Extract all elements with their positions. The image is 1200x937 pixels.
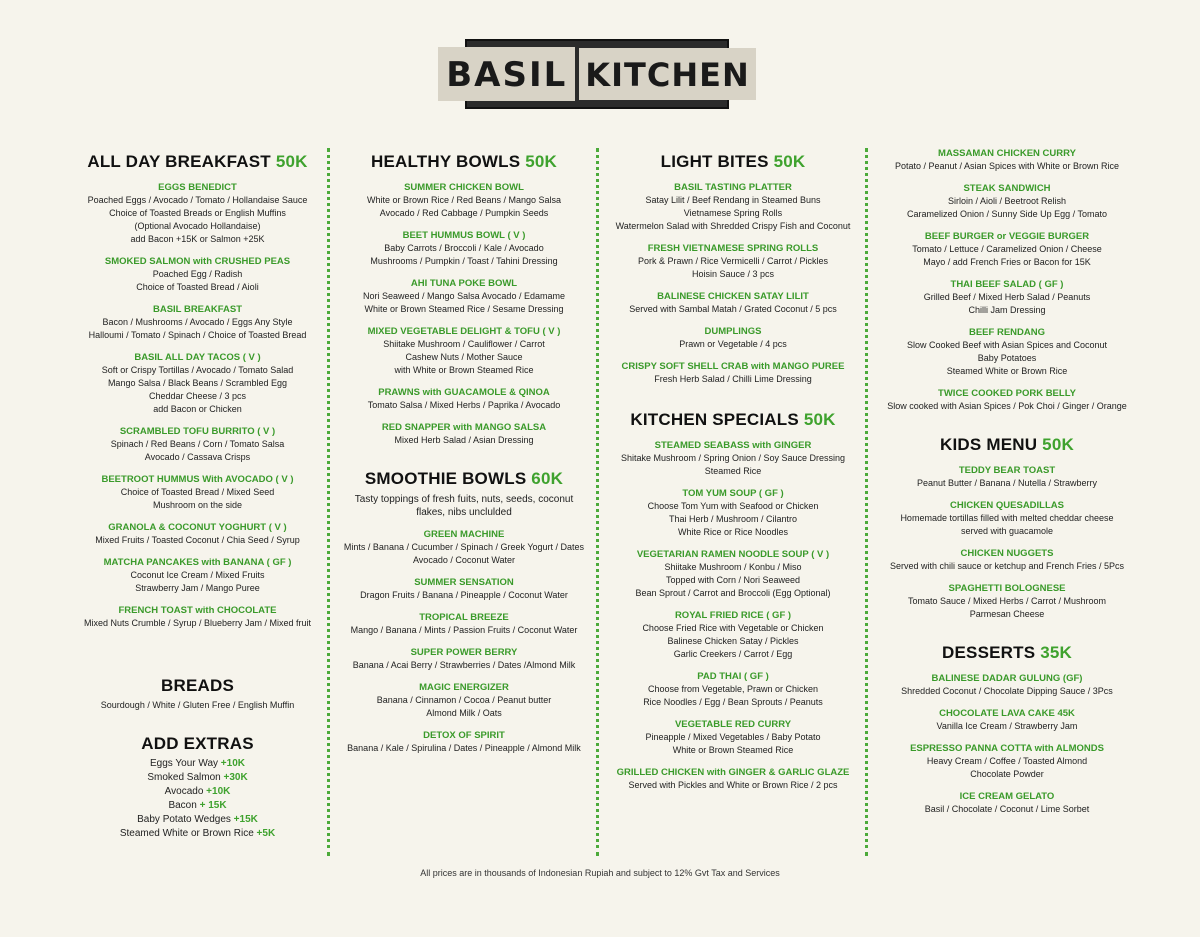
menu-item <box>335 529 593 567</box>
section-title: SMOOTHIE BOWLS 60K <box>364 469 564 488</box>
section-add-extras <box>70 734 325 841</box>
menu-item-name: GREEN MACHINE <box>423 529 505 540</box>
menu-item-description: Prawn or Vegetable / 4 pcs <box>679 339 787 349</box>
menu-item <box>70 304 325 342</box>
menu-item-description: Shiitake Mushroom / Cauliflower / Carrot <box>383 339 545 349</box>
menu-item-description: Spinach / Red Beans / Corn / Tomato Salsa <box>110 439 285 449</box>
menu-item-name: MIXED VEGETABLE DELIGHT & TOFU ( V ) <box>367 326 561 337</box>
menu-item <box>872 791 1142 816</box>
menu-item-description: add Bacon or Chicken <box>153 404 242 414</box>
menu-item-name: TEDDY BEAR TOAST <box>958 465 1056 476</box>
section-title: ALL DAY BREAKFAST 50K <box>87 152 308 171</box>
menu-item-description: Vanilla Ice Cream / Strawberry Jam <box>936 721 1078 731</box>
extra-label: Bacon <box>168 800 197 811</box>
menu-item-description: Banana / Kale / Spirulina / Dates / Pineapple / Almond Milk <box>347 743 581 753</box>
menu-item-name: CHICKEN NUGGETS <box>960 548 1054 559</box>
menu-item-name: CHOCOLATE LAVA CAKE 45K <box>939 708 1075 719</box>
menu-item <box>604 488 862 539</box>
menu-item-name: BEETROOT HUMMUS With AVOCADO ( V ) <box>101 474 294 485</box>
menu-item-name: ICE CREAM GELATO <box>959 791 1055 802</box>
menu-item-description: Satay Lilit / Beef Rendang in Steamed Buns <box>645 195 821 205</box>
menu-item <box>872 465 1142 490</box>
menu-item-name: RED SNAPPER with MANGO SALSA <box>381 422 547 433</box>
menu-item-description: Peanut Butter / Banana / Nutella / Strawberry <box>916 478 1098 488</box>
column-3 <box>604 148 862 792</box>
menu-item-name: BEEF BURGER or VEGGIE BURGER <box>924 231 1090 242</box>
extra-label: Eggs Your Way <box>150 758 219 769</box>
menu-item-description: Choice of Toasted Breads or English Muffins <box>109 208 286 218</box>
menu-item <box>70 426 325 464</box>
extra-price: +30K <box>223 772 248 783</box>
menu-item-description: Tomato Sauce / Mixed Herbs / Carrot / Mushroom <box>907 596 1107 606</box>
menu-item <box>335 730 593 755</box>
section-price: 50K <box>525 152 558 171</box>
menu-item-description: Pineapple / Mixed Vegetables / Baby Potato <box>645 732 821 742</box>
menu-item-name: SUPER POWER BERRY <box>410 647 518 658</box>
menu-item <box>872 708 1142 733</box>
menu-item <box>604 671 862 709</box>
section-title: LIGHT BITES 50K <box>660 152 806 171</box>
menu-item-description: White or Brown Steamed Rice <box>672 745 794 755</box>
extra-label: Baby Potato Wedges <box>137 814 231 825</box>
section-price: 50K <box>275 152 308 171</box>
menu-item-name: CHICKEN QUESADILLAS <box>949 500 1064 511</box>
extra-label: Steamed White or Brown Rice <box>119 828 254 839</box>
menu-item <box>70 352 325 416</box>
menu-item-description: Steamed White or Brown Rice <box>946 366 1068 376</box>
menu-item <box>872 388 1142 413</box>
menu-item-description: Pork & Prawn / Rice Vermicelli / Carrot / Pickles <box>637 256 829 266</box>
section-title: KITCHEN SPECIALS 50K <box>630 410 836 429</box>
menu-item-name: BALINESE CHICKEN SATAY LILIT <box>657 291 809 302</box>
menu-item-name: SCRAMBLED TOFU BURRITO ( V ) <box>119 426 276 437</box>
menu-item-name: BASIL BREAKFAST <box>152 304 243 315</box>
smoothie-intro: Tasty toppings of fresh fuits, nuts, seeds, coconut <box>354 494 574 505</box>
menu-item <box>604 291 862 316</box>
menu-item-name: PRAWNS with GUACAMOLE & QINOA <box>378 387 550 398</box>
menu-item-name: TROPICAL BREEZE <box>419 612 509 623</box>
menu-item-name: GRILLED CHICKEN with GINGER & GARLIC GLAZE <box>616 767 850 778</box>
column-divider <box>596 148 599 856</box>
menu-item-name: CRISPY SOFT SHELL CRAB with MANGO PUREE <box>621 361 845 372</box>
section-title: ADD EXTRAS <box>141 734 254 753</box>
menu-item <box>70 182 325 246</box>
menu-item <box>335 230 593 268</box>
menu-item-description: Choice of Toasted Bread / Mixed Seed <box>120 487 275 497</box>
menu-item <box>70 474 325 512</box>
menu-item-description: Homemade tortillas filled with melted cheddar cheese <box>900 513 1114 523</box>
extra-price: +5K <box>256 828 276 839</box>
menu-item <box>872 548 1142 573</box>
menu-item <box>872 148 1142 173</box>
menu-item-description: Soft or Crispy Tortillas / Avocado / Tomato Salad <box>101 365 294 375</box>
menu-item <box>872 743 1142 781</box>
menu-item-description: Choose from Vegetable, Prawn or Chicken <box>647 684 819 694</box>
menu-item-name: ESPRESSO PANNA COTTA with ALMONDS <box>910 743 1104 754</box>
menu-item-description: Basil / Chocolate / Coconut / Lime Sorbet <box>924 804 1090 814</box>
menu-item-name: STEAK SANDWICH <box>963 183 1051 194</box>
extra-price: +10K <box>220 758 245 769</box>
menu-item <box>335 612 593 637</box>
menu-item-description: Bean Sprout / Carrot and Broccoli (Egg Optional) <box>635 588 831 598</box>
menu-item <box>335 326 593 377</box>
section-breads <box>70 676 325 712</box>
section-mains <box>872 148 1142 413</box>
menu-item <box>335 647 593 672</box>
menu-item-description: Baby Potatoes <box>977 353 1037 363</box>
menu-item-description: Avocado / Coconut Water <box>412 555 516 565</box>
menu-item-name: FRENCH TOAST with CHOCOLATE <box>118 605 277 616</box>
section-healthy-bowls <box>335 152 593 447</box>
menu-item-description: Grilled Beef / Mixed Herb Salad / Peanuts <box>923 292 1091 302</box>
menu-item-description: Coconut Ice Cream / Mixed Fruits <box>130 570 265 580</box>
menu-item-description: Choice of Toasted Bread / Aioli <box>136 282 259 292</box>
menu-item-description: Served with Pickles and White or Brown Rice / 2 pcs <box>628 780 838 790</box>
menu-item-description: Steamed Rice <box>704 466 762 476</box>
menu-item-name: GRANOLA & COCONUT YOGHURT ( V ) <box>108 522 287 533</box>
menu-item <box>335 577 593 602</box>
section-kids-menu <box>872 435 1142 621</box>
column-4 <box>872 142 1142 816</box>
menu-item-description: Dragon Fruits / Banana / Pineapple / Coconut Water <box>360 590 568 600</box>
menu-item-name: FRESH VIETNAMESE SPRING ROLLS <box>647 243 819 254</box>
menu-item-name: BALINESE DADAR GULUNG (GF) <box>931 673 1083 684</box>
menu-item-name: BASIL TASTING PLATTER <box>674 182 792 193</box>
menu-item <box>604 361 862 386</box>
extra-item <box>70 827 325 841</box>
menu-item-description: Baby Carrots / Broccoli / Kale / Avocado <box>384 243 544 253</box>
menu-item <box>604 719 862 757</box>
extra-item <box>70 771 325 785</box>
menu-item-description: Cashew Nuts / Mother Sauce <box>405 352 523 362</box>
column-divider <box>327 148 330 856</box>
section-title: BREADS <box>161 676 234 695</box>
menu-item-description: Garlic Creekers / Carrot / Egg <box>673 649 793 659</box>
menu-item-description: White Rice or Rice Noodles <box>677 527 789 537</box>
menu-item-name: BEEF RENDANG <box>968 327 1045 338</box>
menu-item <box>872 500 1142 538</box>
section-title: DESSERTS 35K <box>942 643 1072 662</box>
menu-item-description: Mushroom on the side <box>152 500 243 510</box>
menu-item-name: DETOX OF SPIRIT <box>423 730 505 741</box>
menu-item <box>872 231 1142 269</box>
breads-line: Sourdough / White / Gluten Free / English Muffin <box>100 700 295 710</box>
menu-item-description: Parmesan Cheese <box>969 609 1045 619</box>
menu-item-description: Mayo / add French Fries or Bacon for 15K <box>923 257 1091 267</box>
menu-item <box>604 326 862 351</box>
section-kitchen-specials <box>604 410 862 792</box>
menu-item-name: STEAMED SEABASS with GINGER <box>654 440 812 451</box>
column-divider <box>865 148 868 856</box>
menu-item-description: Avocado / Cassava Crisps <box>144 452 251 462</box>
menu-item-name: SMOKED SALMON with CRUSHED PEAS <box>104 256 291 267</box>
section-all-day-breakfast <box>70 152 325 630</box>
menu-item <box>604 610 862 661</box>
smoothie-intro: flakes, nibs unclulded <box>416 507 512 518</box>
basil-kitchen-logo <box>446 39 750 109</box>
section-price: 60K <box>531 469 564 488</box>
extra-label: Smoked Salmon <box>147 772 221 783</box>
menu-item-description: Mixed Herb Salad / Asian Dressing <box>394 435 534 445</box>
menu-item-description: Shitake Mushroom / Spring Onion / Soy Sauce Dressing <box>620 453 846 463</box>
menu-item <box>604 767 862 792</box>
menu-item <box>335 387 593 412</box>
menu-item-description: Cheddar Cheese / 3 pcs <box>148 391 247 401</box>
extra-price: + 15K <box>199 800 227 811</box>
section-price: 50K <box>1042 435 1074 454</box>
menu-item-description: Tomato / Lettuce / Caramelized Onion / Cheese <box>912 244 1102 254</box>
menu-item-name: TOM YUM SOUP ( GF ) <box>682 488 784 499</box>
menu-item-description: Balinese Chicken Satay / Pickles <box>667 636 799 646</box>
menu-item-name: AHI TUNA POKE BOWL <box>410 278 518 289</box>
menu-item-description: Mushrooms / Pumpkin / Toast / Tahini Dressing <box>370 256 558 266</box>
menu-item-description: Chocolate Powder <box>970 769 1044 779</box>
menu-item <box>872 673 1142 698</box>
menu-item <box>604 549 862 600</box>
menu-item-description: Poached Eggs / Avocado / Tomato / Hollandaise Sauce <box>87 195 308 205</box>
extra-item <box>70 757 325 771</box>
menu-item-description: Almond Milk / Oats <box>426 708 502 718</box>
menu-item-description: Served with chili sauce or ketchup and French Fries / 5Pcs <box>889 561 1125 571</box>
menu-item <box>335 182 593 220</box>
section-price: 50K <box>803 410 836 429</box>
menu-item-description: Chilli Jam Dressing <box>968 305 1046 315</box>
menu-item-name: SPAGHETTI BOLOGNESE <box>948 583 1066 594</box>
menu-item-description: add Bacon +15K or Salmon +25K <box>130 234 265 244</box>
extra-item <box>70 785 325 799</box>
extra-price: +10K <box>206 786 231 797</box>
menu-item-description: Banana / Cinnamon / Cocoa / Peanut butter <box>376 695 552 705</box>
menu-item <box>604 243 862 281</box>
extra-item <box>70 813 325 827</box>
section-price: 35K <box>1040 643 1072 662</box>
menu-item <box>872 183 1142 221</box>
extra-label: Avocado <box>164 786 204 797</box>
menu-item <box>872 327 1142 378</box>
menu-item <box>70 605 325 630</box>
logo-word-kitchen: KITCHEN <box>579 48 755 100</box>
menu-item-description: Heavy Cream / Coffee / Toasted Almond <box>926 756 1088 766</box>
logo-word-basil: BASIL <box>438 47 575 101</box>
menu-item-description: Halloumi / Tomato / Spinach / Choice of Toasted Bread <box>88 330 307 340</box>
menu-item-description: Bacon / Mushrooms / Avocado / Eggs Any Style <box>102 317 293 327</box>
menu-item-description: served with guacamole <box>960 526 1054 536</box>
section-smoothie-bowls <box>335 469 593 755</box>
menu-item <box>604 440 862 478</box>
section-title: KIDS MENU 50K <box>940 435 1074 454</box>
menu-item-description: Topped with Corn / Nori Seaweed <box>665 575 801 585</box>
section-title: HEALTHY BOWLS 50K <box>370 152 558 171</box>
menu-item-description: Strawberry Jam / Mango Puree <box>135 583 260 593</box>
menu-item-description: Tomato Salsa / Mixed Herbs / Paprika / Avocado <box>367 400 561 410</box>
menu-item-description: Mints / Banana / Cucumber / Spinach / Greek Yogurt / Dates <box>343 542 585 552</box>
menu-item-description: Choose Fried Rice with Vegetable or Chicken <box>642 623 824 633</box>
menu-item-name: EGGS BENEDICT <box>158 182 237 193</box>
menu-item-name: PAD THAI ( GF ) <box>697 671 769 682</box>
menu-item <box>872 279 1142 317</box>
menu-item-description: Thai Herb / Mushroom / Cilantro <box>668 514 798 524</box>
extra-price: +15K <box>233 814 258 825</box>
menu-item-name: MAGIC ENERGIZER <box>419 682 509 693</box>
menu-item-name: ROYAL FRIED RICE ( GF ) <box>674 610 792 621</box>
menu-item-name: THAI BEEF SALAD ( GF ) <box>950 279 1064 290</box>
menu-item-description: Banana / Acai Berry / Strawberries / Dates /Almond Milk <box>352 660 576 670</box>
menu-item-description: Hoisin Sauce / 3 pcs <box>691 269 775 279</box>
menu-item-name: BASIL ALL DAY TACOS ( V ) <box>134 352 261 363</box>
menu-item-description: Slow cooked with Asian Spices / Pok Choi / Ginger / Orange <box>887 401 1127 411</box>
menu-item-name: SUMMER SENSATION <box>414 577 514 588</box>
section-price: 50K <box>773 152 806 171</box>
price-footnote: All prices are in thousands of Indonesian Rupiah and subject to 12% Gvt Tax and Services <box>420 868 780 878</box>
column-1 <box>70 148 325 841</box>
menu-item-description: Mixed Nuts Crumble / Syrup / Blueberry Jam / Mixed fruit <box>83 618 312 628</box>
menu-item-description: Sirloin / Aioli / Beetroot Relish <box>947 196 1067 206</box>
menu-item-description: Shiitake Mushroom / Konbu / Miso <box>664 562 802 572</box>
menu-item <box>335 422 593 447</box>
menu-item <box>70 256 325 294</box>
menu-item-description: Mango / Banana / Mints / Passion Fruits / Coconut Water <box>350 625 578 635</box>
menu-item-description: Slow Cooked Beef with Asian Spices and Coconut <box>906 340 1108 350</box>
menu-item <box>872 583 1142 621</box>
menu-item <box>70 557 325 595</box>
menu-item-name: VEGETARIAN RAMEN NOODLE SOUP ( V ) <box>636 549 830 560</box>
menu-item-name: BEET HUMMUS BOWL ( V ) <box>402 230 526 241</box>
menu-item-description: with White or Brown Steamed Rice <box>394 365 534 375</box>
menu-item-name: DUMPLINGS <box>704 326 762 337</box>
menu-item-description: Poached Egg / Radish <box>152 269 243 279</box>
menu-item-description: Shredded Coconut / Chocolate Dipping Sauce / 3Pcs <box>901 686 1113 696</box>
menu-item-description: Rice Noodles / Egg / Bean Sprouts / Peanuts <box>643 697 823 707</box>
menu-item <box>604 182 862 233</box>
menu-item-description: Choose Tom Yum with Seafood or Chicken <box>647 501 819 511</box>
menu-item <box>70 522 325 547</box>
menu-item-description: Caramelized Onion / Sunny Side Up Egg / Tomato <box>907 209 1107 219</box>
column-2 <box>335 148 593 755</box>
menu-item-name: TWICE COOKED PORK BELLY <box>938 388 1076 399</box>
menu-item-name: MASSAMAN CHICKEN CURRY <box>938 148 1076 159</box>
menu-item-description: Potato / Peanut / Asian Spices with White or Brown Rice <box>894 161 1120 171</box>
menu-item-description: Avocado / Red Cabbage / Pumpkin Seeds <box>379 208 549 218</box>
menu-item-description: (Optional Avocado Hollandaise) <box>134 221 261 231</box>
section-desserts <box>872 643 1142 816</box>
menu-item-description: Served with Sambal Matah / Grated Coconut / 5 pcs <box>629 304 837 314</box>
menu-item-description: Mixed Fruits / Toasted Coconut / Chia Seed / Syrup <box>95 535 300 545</box>
menu-item <box>335 682 593 720</box>
extra-item <box>70 799 325 813</box>
menu-item-description: Watermelon Salad with Shredded Crispy Fish and Coconut <box>615 221 851 231</box>
menu-item-description: Nori Seaweed / Mango Salsa Avocado / Edamame <box>363 291 565 301</box>
menu-item-name: MATCHA PANCAKES with BANANA ( GF ) <box>103 557 292 568</box>
menu-item-description: Vietnamese Spring Rolls <box>683 208 783 218</box>
menu-item-description: White or Brown Steamed Rice / Sesame Dressing <box>364 304 564 314</box>
menu-item-description: Mango Salsa / Black Beans / Scrambled Egg <box>107 378 288 388</box>
menu-item-description: Fresh Herb Salad / Chilli Lime Dressing <box>654 374 812 384</box>
menu-item-description: White or Brown Rice / Red Beans / Mango Salsa <box>366 195 562 205</box>
menu-item-name: SUMMER CHICKEN BOWL <box>404 182 524 193</box>
menu-item-name: VEGETABLE RED CURRY <box>674 719 792 730</box>
section-light-bites <box>604 152 862 386</box>
menu-item <box>335 278 593 316</box>
